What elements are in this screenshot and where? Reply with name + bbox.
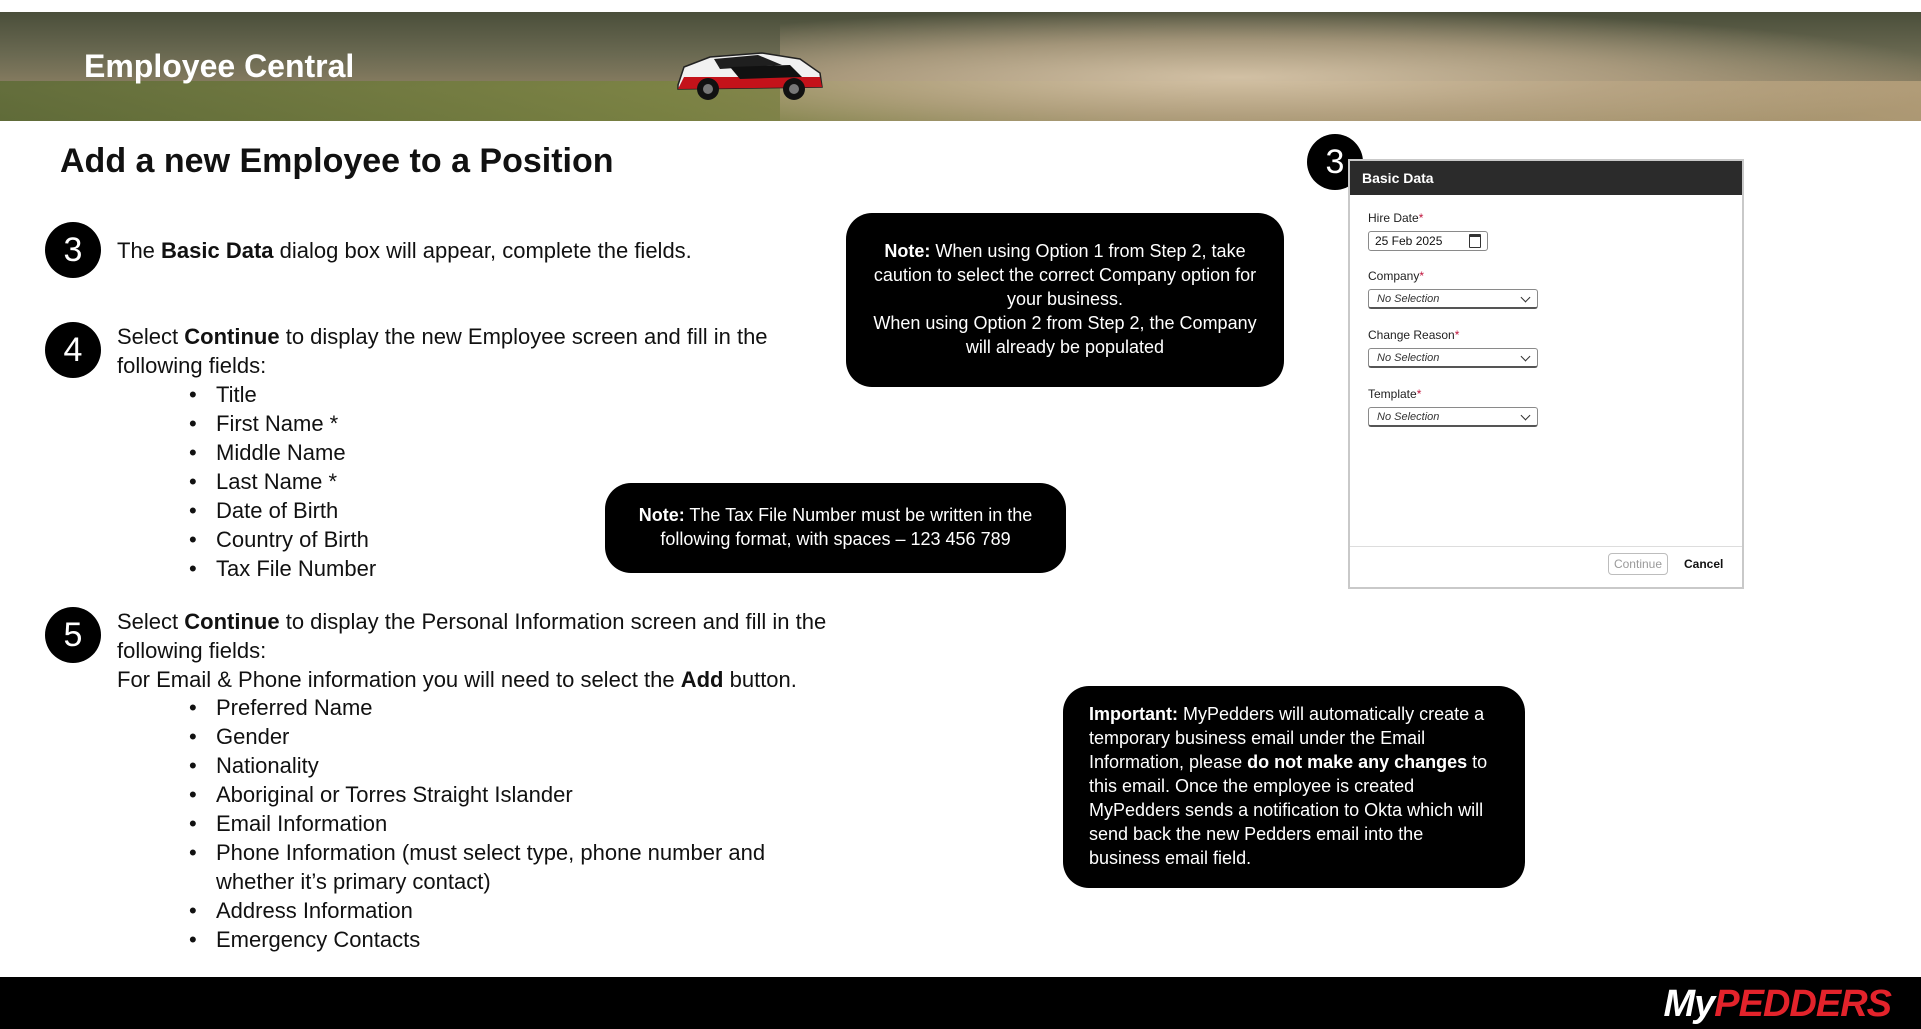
list-item: • Date of Birth xyxy=(189,496,376,525)
chevron-down-icon xyxy=(1521,293,1531,303)
calendar-icon[interactable] xyxy=(1469,234,1481,248)
step-5-badge: 5 xyxy=(45,607,101,663)
footer-bar xyxy=(0,977,1921,1029)
list-item: • Emergency Contacts xyxy=(189,925,829,954)
list-item: • Last Name * xyxy=(189,467,376,496)
step-3-text: The Basic Data dialog box will appear, complete the fields. xyxy=(117,238,692,263)
header-banner xyxy=(0,12,1921,121)
basic-data-dialog xyxy=(1348,159,1744,589)
company-select[interactable]: No Selection xyxy=(1368,289,1538,309)
chevron-down-icon xyxy=(1521,411,1531,421)
template-label: Template* xyxy=(1368,387,1422,401)
tfn-note: Note: The Tax File Number must be written in the following format, with spaces – 123 456 789 xyxy=(605,483,1066,573)
list-item: • Middle Name xyxy=(189,438,376,467)
important-note: Important: MyPedders will automatically create a temporary business email under the Email Information, please do not make any changes to this email. Once the employee is created MyPedders sends a notification to Okta which will send back the new Pedders email into the business email field. xyxy=(1063,686,1525,888)
company-label: Company* xyxy=(1368,269,1425,283)
dialog-step-3-badge: 3 xyxy=(1307,134,1363,190)
chevron-down-icon xyxy=(1521,352,1531,362)
step-4-badge: 4 xyxy=(45,322,101,378)
banner-dust xyxy=(780,12,1921,121)
list-item: • Email Information xyxy=(189,809,829,838)
list-item: • Address Information xyxy=(189,896,829,925)
list-item: • Country of Birth xyxy=(189,525,376,554)
cancel-button[interactable]: Cancel xyxy=(1684,557,1724,571)
step-5-field-list xyxy=(189,693,829,954)
dialog-title: Basic Data xyxy=(1350,161,1742,195)
hire-date-input[interactable]: 25 Feb 2025 xyxy=(1368,231,1488,251)
step-5-text: Select Continue to display the Personal Information screen and fill in the following fields: For Email & Phone information you will need to select the Add button. xyxy=(117,609,827,692)
list-item: • Tax File Number xyxy=(189,554,376,583)
mypedders-logo: MyPEDDERS xyxy=(1663,983,1891,1025)
dialog-footer xyxy=(1350,546,1742,587)
list-item: • Preferred Name xyxy=(189,693,829,722)
page-title: Add a new Employee to a Position xyxy=(60,142,614,180)
list-item: • First Name * xyxy=(189,409,376,438)
step-4-text: Select Continue to display the new Employee screen and fill in the following fields: xyxy=(117,324,768,378)
list-item: • Aboriginal or Torres Straight Islander xyxy=(189,780,829,809)
list-item: • Title xyxy=(189,380,376,409)
step-3-badge: 3 xyxy=(45,222,101,278)
banner-title: Employee Central xyxy=(84,48,355,84)
list-item: • Gender xyxy=(189,722,829,751)
template-select[interactable]: No Selection xyxy=(1368,407,1538,427)
continue-button[interactable]: Continue xyxy=(1608,553,1668,575)
change-reason-select[interactable]: No Selection xyxy=(1368,348,1538,368)
hire-date-label: Hire Date* xyxy=(1368,211,1424,225)
change-reason-label: Change Reason* xyxy=(1368,328,1460,342)
company-note: Note: When using Option 1 from Step 2, take caution to select the correct Company option for your business. When using Option 2 from Step 2, the Company will already be populated xyxy=(846,213,1284,387)
top-strip xyxy=(0,0,1921,12)
list-item: • Nationality xyxy=(189,751,829,780)
step-4-field-list xyxy=(189,380,376,583)
rally-car-image xyxy=(670,37,830,107)
list-item: • Phone Information (must select type, phone number and whether it’s primary contact) xyxy=(189,838,829,896)
